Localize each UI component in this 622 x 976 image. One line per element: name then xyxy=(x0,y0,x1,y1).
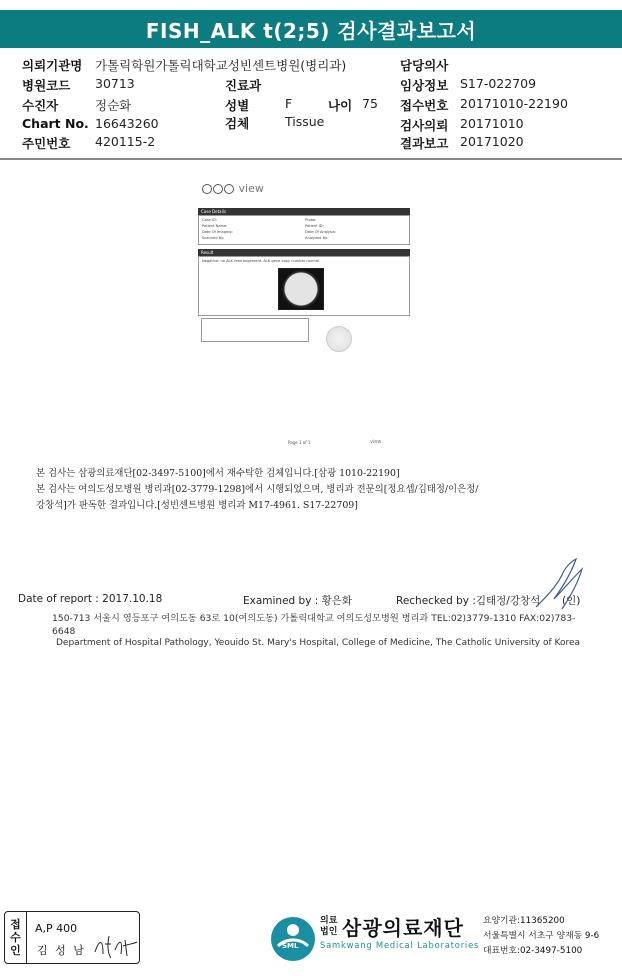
patient-value: 정순화 xyxy=(95,98,132,113)
lab-stamp-icon xyxy=(326,326,352,352)
header-divider xyxy=(0,158,622,160)
bioview-circle-icon xyxy=(224,184,234,194)
hospital-code-value: 30713 xyxy=(95,76,135,91)
approval-label xyxy=(5,912,27,963)
sml-logo-icon xyxy=(270,916,316,962)
case-row-0: Case ID: xyxy=(202,218,217,222)
institution-value: 가톨릭학원가톨릭대학교성빈센트병원(병리과) xyxy=(95,58,347,73)
receipt-approval-box xyxy=(4,911,140,964)
age-label: 나이 xyxy=(328,98,353,113)
org-info-address: 서울특별시 서초구 양재동 9-6 xyxy=(483,931,600,941)
department-label: 진료과 xyxy=(225,78,262,93)
org-name: 삼광의료재단 xyxy=(342,916,464,940)
request-value: 20171010 xyxy=(460,116,524,131)
org-info-phone: 대표번호:02-3497-5100 xyxy=(483,946,583,956)
org-info-code: 요양기관:11365200 xyxy=(483,916,565,926)
chart-label: Chart No. xyxy=(22,116,89,131)
institution-label: 의뢰기관명 xyxy=(22,58,83,73)
approval-label-char: 접 xyxy=(10,918,21,931)
inset-footer-logo: view xyxy=(370,439,382,445)
rrn-value: 420115-2 xyxy=(95,134,156,149)
examined-by: Examined by : 황은화 xyxy=(243,595,353,607)
seal-mark: (인) xyxy=(562,595,581,607)
clinical-label: 임상정보 xyxy=(400,78,449,93)
sml-text: SML xyxy=(282,942,299,950)
approval-code: A,P 400 xyxy=(35,922,78,935)
report-notes xyxy=(36,466,478,514)
case-row-2-analysis: Date Of Analysis: xyxy=(305,230,336,234)
sex-label: 성별 xyxy=(225,98,250,113)
case-row-0-probe: Probe: xyxy=(305,218,317,222)
report-date-label: 결과보고 xyxy=(400,136,449,151)
case-row-1-id: Patient ID: xyxy=(305,224,324,228)
note-line-3: 강창석]가 판독한 결과입니다.[성빈센트병원 병리과 M17-4961. S17-22709] xyxy=(36,500,358,511)
chart-value: 16643260 xyxy=(95,116,159,131)
case-details-box xyxy=(198,215,410,245)
samkwang-org-block xyxy=(270,910,622,970)
org-info xyxy=(483,914,599,959)
result-bar: Result xyxy=(198,249,410,256)
request-label: 검사의뢰 xyxy=(400,118,449,133)
specimen-value: Tissue xyxy=(285,114,325,129)
approval-name: 김 성 남 xyxy=(37,944,86,957)
corp-line-1: 의료 xyxy=(320,916,338,926)
case-row-3-analyzed: Analyzed By: xyxy=(305,236,329,240)
report-date-value: 20171020 xyxy=(460,134,524,149)
note-line-1: 본 검사는 삼광의료재단[02-3497-5100]에서 재수탁한 검체입니다.[삼광 1010-22190] xyxy=(36,468,400,479)
clinical-value: S17-022709 xyxy=(460,76,537,91)
case-details-bar: Case Details xyxy=(198,208,410,215)
inset-page-number: Page 1 of 1 xyxy=(288,440,311,445)
signal-count-table xyxy=(201,318,309,342)
case-row-3: Scanned By: xyxy=(202,236,225,240)
hospital-code-label: 병원코드 xyxy=(22,78,71,93)
lab-department: Department of Hospital Pathology, Yeouido St. Mary's Hospital, College of Medicine, The Catholic University of Korea xyxy=(56,638,581,648)
result-text: Negative: no ALK rearrangement. ALK gene copy number normal xyxy=(202,259,319,263)
report-title: FISH_ALK t(2;5) 검사결과보고서 xyxy=(0,10,622,48)
corp-label xyxy=(320,916,337,938)
report-header xyxy=(0,52,622,150)
bioview-logo xyxy=(202,182,264,195)
patient-label: 수진자 xyxy=(22,98,59,113)
approval-label-char: 인 xyxy=(10,944,21,957)
receipt-value: 20171010-22190 xyxy=(460,96,568,111)
doctor-signature-icon xyxy=(532,557,592,617)
receipt-label: 접수번호 xyxy=(400,98,449,113)
corp-line-2: 법인 xyxy=(320,927,338,937)
note-line-2: 본 검사는 여의도성모병원 병리과[02-3779-1298]에서 시행되었으며, 병리과 전문의[정요셉/김태정/이은정/ xyxy=(36,484,479,495)
bioview-circle-icon xyxy=(213,184,223,194)
approver-signature-icon xyxy=(93,932,139,960)
lab-address: 150-713 서울시 영등포구 여의도동 63로 10(여의도동) 가톨릭대학교 여의도성모병원 병리과 TEL:02)3779-1310 FAX:02)783-6648 xyxy=(52,613,576,637)
bioview-logo-text: view xyxy=(238,182,264,195)
doctor-label: 담당의사 xyxy=(400,58,449,73)
specimen-label: 검체 xyxy=(225,116,250,131)
approval-label-char: 수 xyxy=(10,931,21,944)
rrn-label: 주민번호 xyxy=(22,136,71,151)
rechecked-by: Rechecked by :김태정/강창석 xyxy=(396,595,541,607)
age-value: 75 xyxy=(362,96,378,111)
sex-value: F xyxy=(285,96,293,111)
report-date: Date of report : 2017.10.18 xyxy=(18,593,163,605)
case-row-2: Date Of Imaging: xyxy=(202,230,233,234)
fish-report-image xyxy=(198,178,410,453)
org-english-name: Samkwang Medical Laboratories xyxy=(320,940,480,950)
case-row-1: Patient Name: xyxy=(202,224,228,228)
fish-cell-image xyxy=(278,268,324,310)
bioview-circle-icon xyxy=(202,184,212,194)
